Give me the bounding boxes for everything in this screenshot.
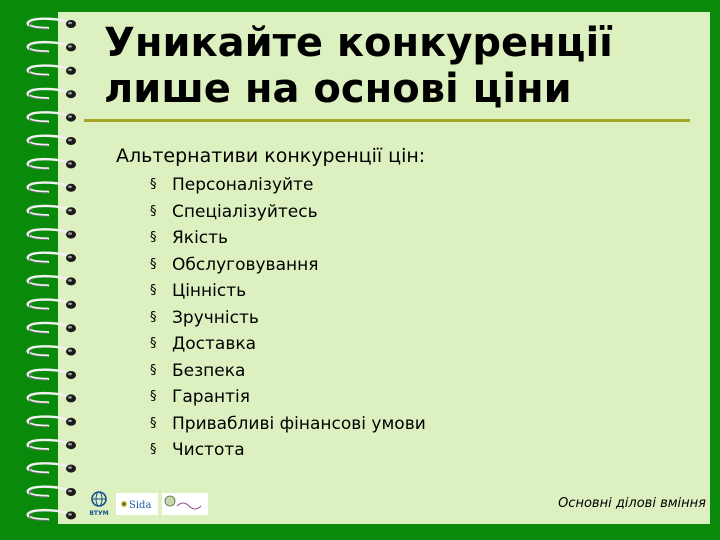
spiral-ring-icon — [28, 159, 76, 169]
list-item: § Цінність — [150, 278, 426, 305]
list-item: § Доставка — [150, 331, 426, 358]
spiral-ring-icon — [28, 253, 76, 263]
spiral-ring-icon — [28, 19, 76, 29]
bullet-icon: § — [150, 389, 157, 404]
spiral-ring-icon — [28, 510, 76, 520]
list-item: § Зручність — [150, 305, 426, 332]
bullet-icon: § — [150, 362, 157, 378]
list-item: § Обслуговування — [150, 252, 426, 279]
spiral-ring-icon — [28, 89, 76, 99]
spiral-ring-icon — [28, 393, 76, 403]
list-item: § Привабливі фінансові умови — [150, 411, 426, 438]
spiral-binding — [0, 0, 92, 540]
spiral-ring-icon — [28, 206, 76, 216]
title-underline — [84, 119, 690, 122]
list-item: § Гарантія — [150, 384, 426, 411]
title-line-1: Уникайте конкуренції — [104, 20, 613, 66]
list-item: § Персоналізуйте — [150, 172, 426, 199]
bullet-icon: § — [150, 283, 157, 298]
spiral-ring-icon — [28, 276, 76, 286]
partner-logos — [86, 490, 216, 518]
sida-logo-icon — [116, 493, 158, 515]
list-item: § Чистота — [150, 437, 426, 464]
spiral-ring-icon — [28, 300, 76, 310]
spiral-ring-icon — [28, 42, 76, 52]
spiral-ring-icon — [28, 112, 76, 122]
spiral-ring-icon — [28, 417, 76, 427]
subheading: Альтернативи конкуренції цін: — [116, 145, 426, 167]
bullet-icon: § — [150, 256, 157, 272]
bullet-icon: § — [150, 230, 157, 245]
spiral-ring-icon — [28, 346, 76, 356]
spiral-ring-icon — [28, 66, 76, 76]
footer-caption: Основні ділові вміння — [558, 496, 706, 511]
spiral-ring-icon — [28, 463, 76, 473]
spiral-ring-icon — [28, 323, 76, 333]
title-line-2: лише на основі ціни — [104, 66, 572, 112]
bullet-icon: § — [150, 203, 157, 219]
spiral-ring-icon — [28, 136, 76, 146]
bullet-icon: § — [150, 336, 157, 351]
bullet-icon: § — [150, 309, 157, 325]
bullet-icon: § — [150, 442, 157, 457]
list-item: § Спеціалізуйтесь — [150, 199, 426, 226]
spiral-ring-icon — [28, 487, 76, 497]
bullet-icon: § — [150, 415, 157, 431]
partner-logo-icon — [162, 493, 208, 515]
logo2-label: Sida — [129, 500, 152, 511]
spiral-ring-icon — [28, 183, 76, 193]
spiral-ring-icon — [28, 440, 76, 450]
bullet-icon: § — [150, 177, 157, 192]
list-item: § Якість — [150, 225, 426, 252]
spiral-ring-icon — [28, 370, 76, 380]
slide-title — [104, 20, 694, 112]
spiral-ring-icon — [28, 229, 76, 239]
globe-logo-icon — [89, 492, 108, 517]
list-item: § Безпека — [150, 358, 426, 385]
logo1-label: ВТУМ — [89, 510, 109, 517]
bullet-list — [150, 172, 426, 464]
